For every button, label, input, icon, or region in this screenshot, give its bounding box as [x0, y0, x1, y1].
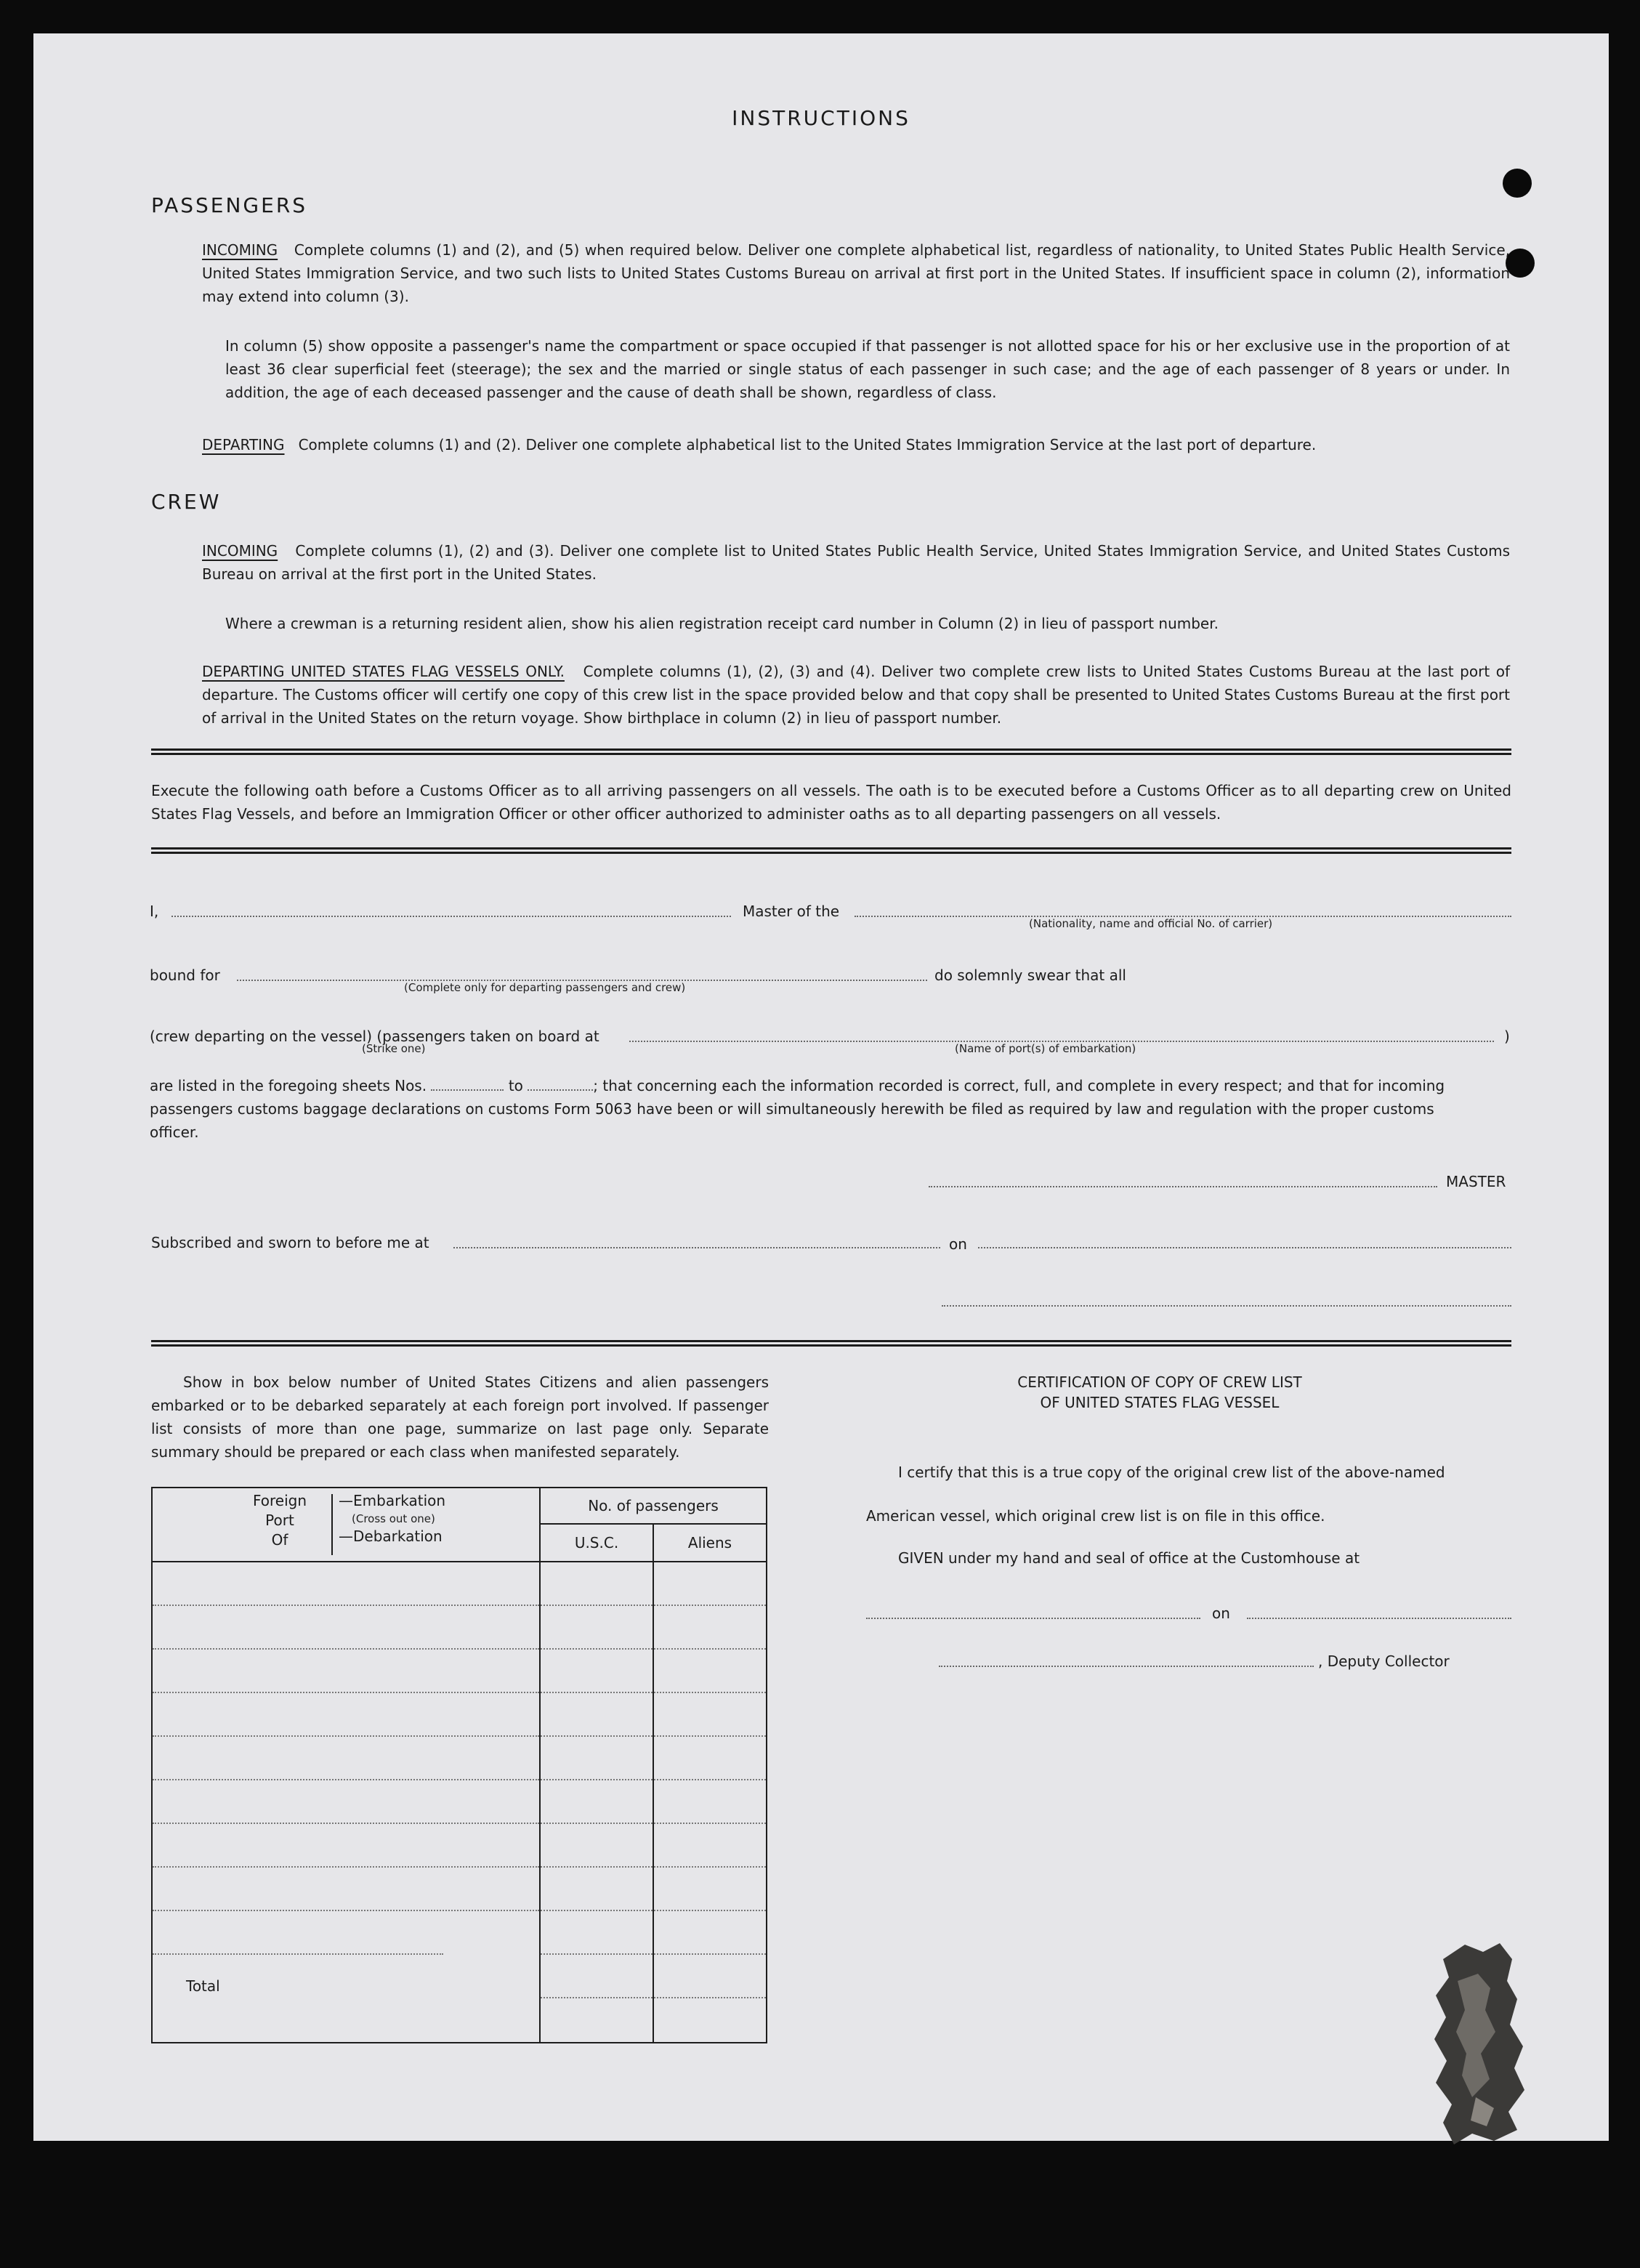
- oath-close-paren: ): [1504, 1028, 1510, 1045]
- oath-listed-line2: passengers customs baggage declarations on customs Form 5063 have been or will simultaneously herewith be filed as required by law and regulation with the proper customs: [150, 1100, 1434, 1118]
- crew-incoming-text: Complete columns (1), (2) and (3). Deliver one complete list to United States Public Health Service, United States Immigration Service, and United States Customs Bureau on arrival at the first port in the United States.: [202, 542, 1510, 583]
- oath-listed-line1: [150, 1074, 1516, 1097]
- passenger-summary-table: [151, 1487, 767, 2043]
- header-debarkation: —Debarkation: [339, 1528, 443, 1545]
- deputy-signature-field[interactable]: [939, 1666, 1314, 1667]
- header-foreign: Foreign: [252, 1492, 307, 1509]
- port-row[interactable]: [153, 1737, 539, 1780]
- oath-master-label: MASTER: [1446, 1173, 1506, 1190]
- summary-instruction: Show in box below number of United States Citizens and alien passengers embarked or to be debarked separately at each foreign port involved. If passenger list consists of more than one page, summarize on last page only. Separate summary should be prepared or each class when manifested separately.: [151, 1373, 769, 1461]
- carrier-caption: (Nationality, name and official No. of carrier): [1029, 917, 1273, 930]
- certification-title-line1: CERTIFICATION OF COPY OF CREW LIST: [1017, 1373, 1302, 1391]
- foreign-port-header: [152, 1488, 540, 1562]
- crew-departing-text: Complete columns (1), (2), (3) and (4). Deliver two complete crew lists to United States Customs Bureau at the last port of departure. The Customs officer will certify one copy of this crew list in the space provided below and that copy shall be presented to United States Customs Bureau at the first port of arrival in the United States on the return voyage. Show birthplace in column (2) in lieu of passport number.: [202, 663, 1510, 727]
- master-name-field[interactable]: [171, 916, 731, 917]
- crew-heading: CREW: [151, 490, 222, 514]
- oath-subscribed: Subscribed and sworn to before me at: [151, 1234, 429, 1251]
- crew-departing-label: DEPARTING UNITED STATES FLAG VESSELS ONLY.: [202, 663, 565, 680]
- port-column[interactable]: [152, 1562, 540, 2043]
- bound-for-caption: (Complete only for departing passengers and crew): [404, 981, 686, 994]
- port-row[interactable]: [153, 1780, 539, 1824]
- passengers-column5-text: In column (5) show opposite a passenger's name the compartment or space occupied if that passenger is not allotted space for his or her exclusive use in the proportion of at least 36 clear superficial feet (steerage); the sex and the married or single status of each passenger in such case; and the age of each passenger of 8 years or under. In addition, the age of each deceased passenger and the cause of death shall be shown, regardless of class.: [225, 337, 1510, 401]
- passengers-incoming-block: [202, 238, 1510, 308]
- deputy-collector-label: , Deputy Collector: [1318, 1652, 1450, 1670]
- strike-one-caption: (Strike one): [362, 1042, 426, 1055]
- certify-given: GIVEN under my hand and seal of office at the Customhouse at: [898, 1549, 1360, 1567]
- passengers-incoming-label: INCOMING: [202, 241, 278, 259]
- form-sheet: [33, 33, 1609, 2141]
- port-row[interactable]: [153, 1955, 539, 1975]
- header-port: Port: [265, 1512, 294, 1529]
- oath-listed-text: are listed in the foregoing sheets Nos.: [150, 1077, 427, 1094]
- port-row[interactable]: [153, 1562, 539, 1606]
- port-row[interactable]: [153, 1911, 443, 1955]
- port-caption: (Name of port(s) of embarkation): [955, 1042, 1136, 1055]
- certify-line2: American vessel, which original crew list is on file in this office.: [866, 1507, 1325, 1525]
- aliens-column[interactable]: [653, 1562, 767, 2043]
- crew-incoming-block: [202, 539, 1510, 586]
- oath-intro-text: Execute the following oath before a Customs Officer as to all arriving passengers on all vessels. The oath is to be executed before a Customs Officer as to all departing crew on United States Flag Vessels, and before an Immigration Officer or other officer authorized to administer oaths as to all departing passengers on all vessels.: [151, 782, 1511, 823]
- punch-hole-top: [1503, 169, 1532, 198]
- sworn-place-field[interactable]: [453, 1247, 940, 1248]
- certify-line1: I certify that this is a true copy of the original crew list of the above-named: [898, 1464, 1445, 1481]
- crew-departing-block: [202, 660, 1510, 730]
- header-of: Of: [271, 1531, 288, 1549]
- certification-title: [833, 1372, 1487, 1413]
- usc-header: U.S.C.: [540, 1524, 653, 1562]
- double-rule-2: [151, 847, 1511, 854]
- crew-incoming-label: INCOMING: [202, 542, 278, 560]
- port-row[interactable]: [153, 1868, 539, 1911]
- passengers-incoming-text: Complete columns (1) and (2), and (5) when required below. Deliver one complete alphabetical list, regardless of nationality, to United States Public Health Service, United States Immigration Service, and two such lists to United States Customs Bureau on arrival at first port in the United States. If insufficient space in column (2), information may extend into column (3).: [202, 241, 1510, 305]
- oath-i-label: I,: [150, 903, 159, 920]
- punch-hole-bottom: [1506, 249, 1535, 278]
- certify-on-label: on: [1212, 1605, 1230, 1622]
- port-row[interactable]: [153, 1693, 539, 1737]
- double-rule-1: [151, 748, 1511, 755]
- crew-resident-alien-text: Where a crewman is a returning resident alien, show his alien registration receipt card number in Column (2) in lieu of passport number.: [225, 615, 1219, 632]
- header-cross-out: (Cross out one): [352, 1512, 435, 1525]
- oath-listed-line3: officer.: [150, 1123, 199, 1141]
- certification-title-line2: OF UNITED STATES FLAG VESSEL: [1040, 1394, 1280, 1411]
- oath-listed-rest: ; that concerning each the information recorded is correct, full, and complete in every respect; and that for incoming: [593, 1077, 1445, 1094]
- aliens-header: Aliens: [653, 1524, 767, 1562]
- officer-signature-field[interactable]: [942, 1305, 1511, 1307]
- sheet-from-field[interactable]: [431, 1076, 504, 1091]
- torn-corner-damage: [1414, 1930, 1538, 2148]
- passengers-heading: PASSENGERS: [151, 193, 308, 217]
- customhouse-field[interactable]: [866, 1618, 1200, 1619]
- passengers-departing-block: [202, 433, 1510, 456]
- oath-bound-for: bound for: [150, 966, 220, 984]
- oath-on-label: on: [949, 1235, 967, 1253]
- no-of-passengers-header: No. of passengers: [540, 1488, 767, 1524]
- oath-solemnly-swear: do solemnly swear that all: [934, 966, 1126, 984]
- total-label: Total: [186, 1977, 220, 1995]
- header-embarkation: —Embarkation: [339, 1492, 446, 1509]
- usc-column[interactable]: [540, 1562, 653, 2043]
- passengers-departing-label: DEPARTING: [202, 436, 285, 453]
- certify-date-field[interactable]: [1247, 1618, 1511, 1619]
- oath-master-of-the: Master of the: [743, 903, 840, 920]
- oath-to-label: to: [508, 1077, 523, 1094]
- double-rule-3: [151, 1340, 1511, 1347]
- master-signature-field[interactable]: [929, 1186, 1437, 1187]
- port-row[interactable]: [153, 1650, 539, 1693]
- instructions-title: INSTRUCTIONS: [732, 106, 910, 130]
- sheet-to-field[interactable]: [528, 1076, 593, 1091]
- port-row[interactable]: [153, 1606, 539, 1650]
- sworn-date-field[interactable]: [978, 1247, 1511, 1248]
- passengers-departing-text: Complete columns (1) and (2). Deliver one complete alphabetical list to the United States Immigration Service at the last port of departure.: [298, 436, 1317, 453]
- oath-crew-passengers: (crew departing on the vessel) (passengers taken on board at: [150, 1028, 599, 1045]
- port-row[interactable]: [153, 1824, 539, 1868]
